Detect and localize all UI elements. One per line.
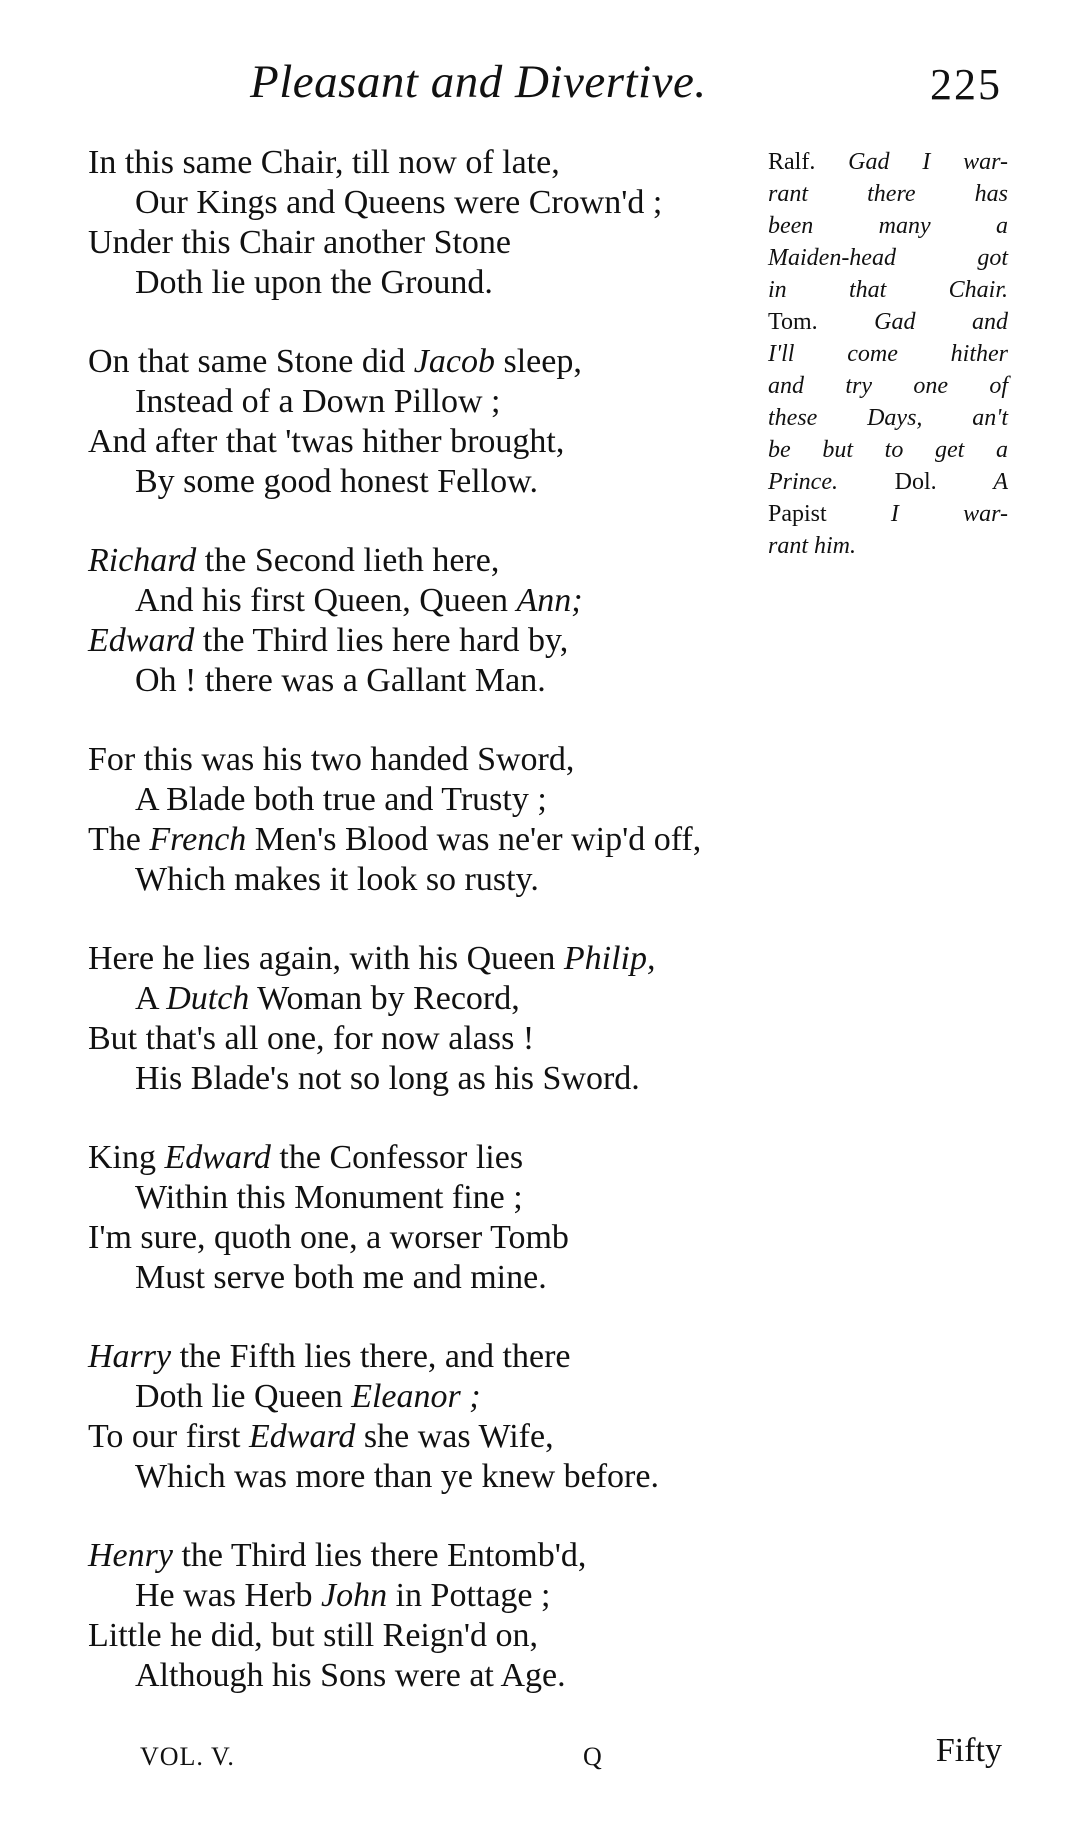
marginal-note-line (768, 370, 1008, 402)
italic-text: French (149, 821, 247, 858)
text-run: Doth lie upon the Ground. (135, 264, 493, 301)
text-run: To our first (88, 1418, 249, 1455)
stanza (88, 541, 888, 701)
verse-line (88, 1457, 888, 1497)
italic-text: Edward (249, 1418, 356, 1455)
text-run: in Pottage ; (387, 1577, 551, 1614)
text-run: By some good honest Fellow. (135, 463, 538, 500)
text-run: the Fifth lies there, and there (171, 1338, 571, 1375)
italic-text: Gad and (874, 309, 1008, 335)
text-run: Which makes it look so rusty. (135, 861, 539, 898)
italic-text: Prince. (768, 469, 838, 495)
text-run: Woman by Record, (249, 980, 520, 1017)
verse-line (88, 1536, 888, 1576)
marginal-note-line (768, 242, 1008, 274)
verse-line (88, 1059, 888, 1099)
italic-text: be but to get a (768, 437, 1008, 463)
text-run: Within this Monument fine ; (135, 1179, 523, 1216)
text-run: His Blade's not so long as his Sword. (135, 1060, 640, 1097)
verse-line (88, 581, 888, 621)
verse-line (88, 1616, 888, 1656)
verse-line (88, 1337, 888, 1377)
italic-text: Eleanor ; (351, 1378, 481, 1415)
text-run: He was Herb (135, 1577, 321, 1614)
page-footer (0, 1732, 1092, 1782)
text-run: sleep, (494, 343, 582, 380)
text-run: Men's Blood was ne'er wip'd off, (246, 821, 702, 858)
running-title: Pleasant and Divertive. (250, 56, 707, 108)
marginal-note-line (768, 210, 1008, 242)
text-run: Papist (768, 501, 891, 527)
verse-line (88, 1218, 888, 1258)
italic-text: been many a (768, 213, 1008, 239)
verse-line (88, 1417, 888, 1457)
italic-text: Edward (164, 1139, 271, 1176)
verse-line (88, 939, 888, 979)
text-run: For this was his two handed Sword, (88, 741, 575, 778)
text-run: A Blade both true and Trusty ; (135, 781, 547, 818)
text-run: Doth lie Queen (135, 1378, 352, 1415)
italic-text: in that Chair. (768, 277, 1008, 303)
running-head (0, 55, 1092, 115)
text-run: A (135, 980, 167, 1017)
catchword: Fifty (935, 1732, 1002, 1769)
marginal-note-line (768, 498, 1008, 530)
verse-line (88, 1656, 888, 1696)
italic-text: A (993, 469, 1008, 495)
text-run: the Third lies there Entomb'd, (172, 1537, 587, 1574)
italic-text: Gad I war- (848, 149, 1008, 175)
text-run: On that same Stone did (88, 343, 414, 380)
verse-line (88, 661, 888, 701)
stanza (88, 1138, 888, 1298)
text-run: Although his Sons were at Age. (135, 1657, 566, 1694)
text-run: I'm sure, quoth one, a worser Tomb (88, 1219, 569, 1256)
text-run: Little he did, but still Reign'd on, (88, 1617, 538, 1654)
marginal-note-line (768, 466, 1008, 498)
italic-text: I'll come hither (768, 341, 1008, 367)
text-run: The (88, 821, 150, 858)
italic-text: Henry (88, 1537, 173, 1574)
italic-text: Richard (88, 542, 197, 579)
text-run: she was Wife, (355, 1418, 554, 1455)
italic-text: and try one of (768, 373, 1008, 399)
marginal-note-line (768, 434, 1008, 466)
verse-line (88, 1576, 888, 1616)
marginal-note-line (768, 274, 1008, 306)
italic-text: Philip, (563, 940, 656, 977)
italic-text: Dutch (166, 980, 250, 1017)
stanza (88, 740, 888, 900)
italic-text: Jacob (413, 343, 495, 380)
marginal-note-line (768, 530, 1008, 562)
page-number: 225 (930, 60, 1002, 109)
italic-text: rant him. (768, 533, 857, 559)
marginal-note-line (768, 306, 1008, 338)
stanza (88, 939, 888, 1099)
text-run: Ralf. (768, 149, 849, 175)
italic-text: rant there has (768, 181, 1008, 207)
text-run: And his first Queen, Queen (135, 582, 517, 619)
italic-text: John (321, 1577, 388, 1614)
italic-text: Edward (88, 622, 195, 659)
signature-mark: Q (583, 1742, 602, 1771)
italic-text: Ann; (516, 582, 583, 619)
verse-line (88, 1019, 888, 1059)
marginal-note-line (768, 146, 1008, 178)
text-run: But that's all one, for now alass ! (88, 1020, 535, 1057)
marginal-note-line (768, 402, 1008, 434)
text-run: Under this Chair another Stone (88, 224, 512, 261)
stanza (88, 1337, 888, 1497)
text-run: the Third lies here hard by, (194, 622, 569, 659)
marginal-note-line (768, 338, 1008, 370)
text-run: Instead of a Down Pillow ; (135, 383, 501, 420)
verse-line (88, 860, 888, 900)
text-run: Must serve both me and mine. (135, 1259, 547, 1296)
italic-text: Maiden-head got (768, 245, 1008, 271)
text-run: Oh ! there was a Gallant Man. (135, 662, 546, 699)
verse-line (88, 1377, 888, 1417)
verse-line (88, 1138, 888, 1178)
text-run: Tom. (768, 309, 875, 335)
text-run: Our Kings and Queens were Crown'd ; (135, 184, 663, 221)
verse-line (88, 780, 888, 820)
marginal-note-line (768, 178, 1008, 210)
verse-line (88, 740, 888, 780)
italic-text: these Days, an't (768, 405, 1008, 431)
text-run: King (88, 1139, 165, 1176)
stanza (88, 1536, 888, 1696)
verse-line (88, 621, 888, 661)
verse-line (88, 1258, 888, 1298)
marginal-note (768, 146, 1008, 562)
text-run: And after that 'twas hither brought, (88, 423, 565, 460)
verse-line (88, 820, 888, 860)
verse-line (88, 1178, 888, 1218)
text-run: Which was more than ye knew before. (135, 1458, 659, 1495)
text-run: In this same Chair, till now of late, (88, 144, 560, 181)
text-run: Dol. (837, 469, 994, 495)
text-run: Here he lies again, with his Queen (88, 940, 564, 977)
volume-signature: VOL. V. (140, 1742, 235, 1771)
italic-text: I war- (890, 501, 1008, 527)
italic-text: Harry (88, 1338, 172, 1375)
text-run: the Confessor lies (270, 1139, 524, 1176)
verse-line (88, 979, 888, 1019)
text-run: the Second lieth here, (196, 542, 500, 579)
